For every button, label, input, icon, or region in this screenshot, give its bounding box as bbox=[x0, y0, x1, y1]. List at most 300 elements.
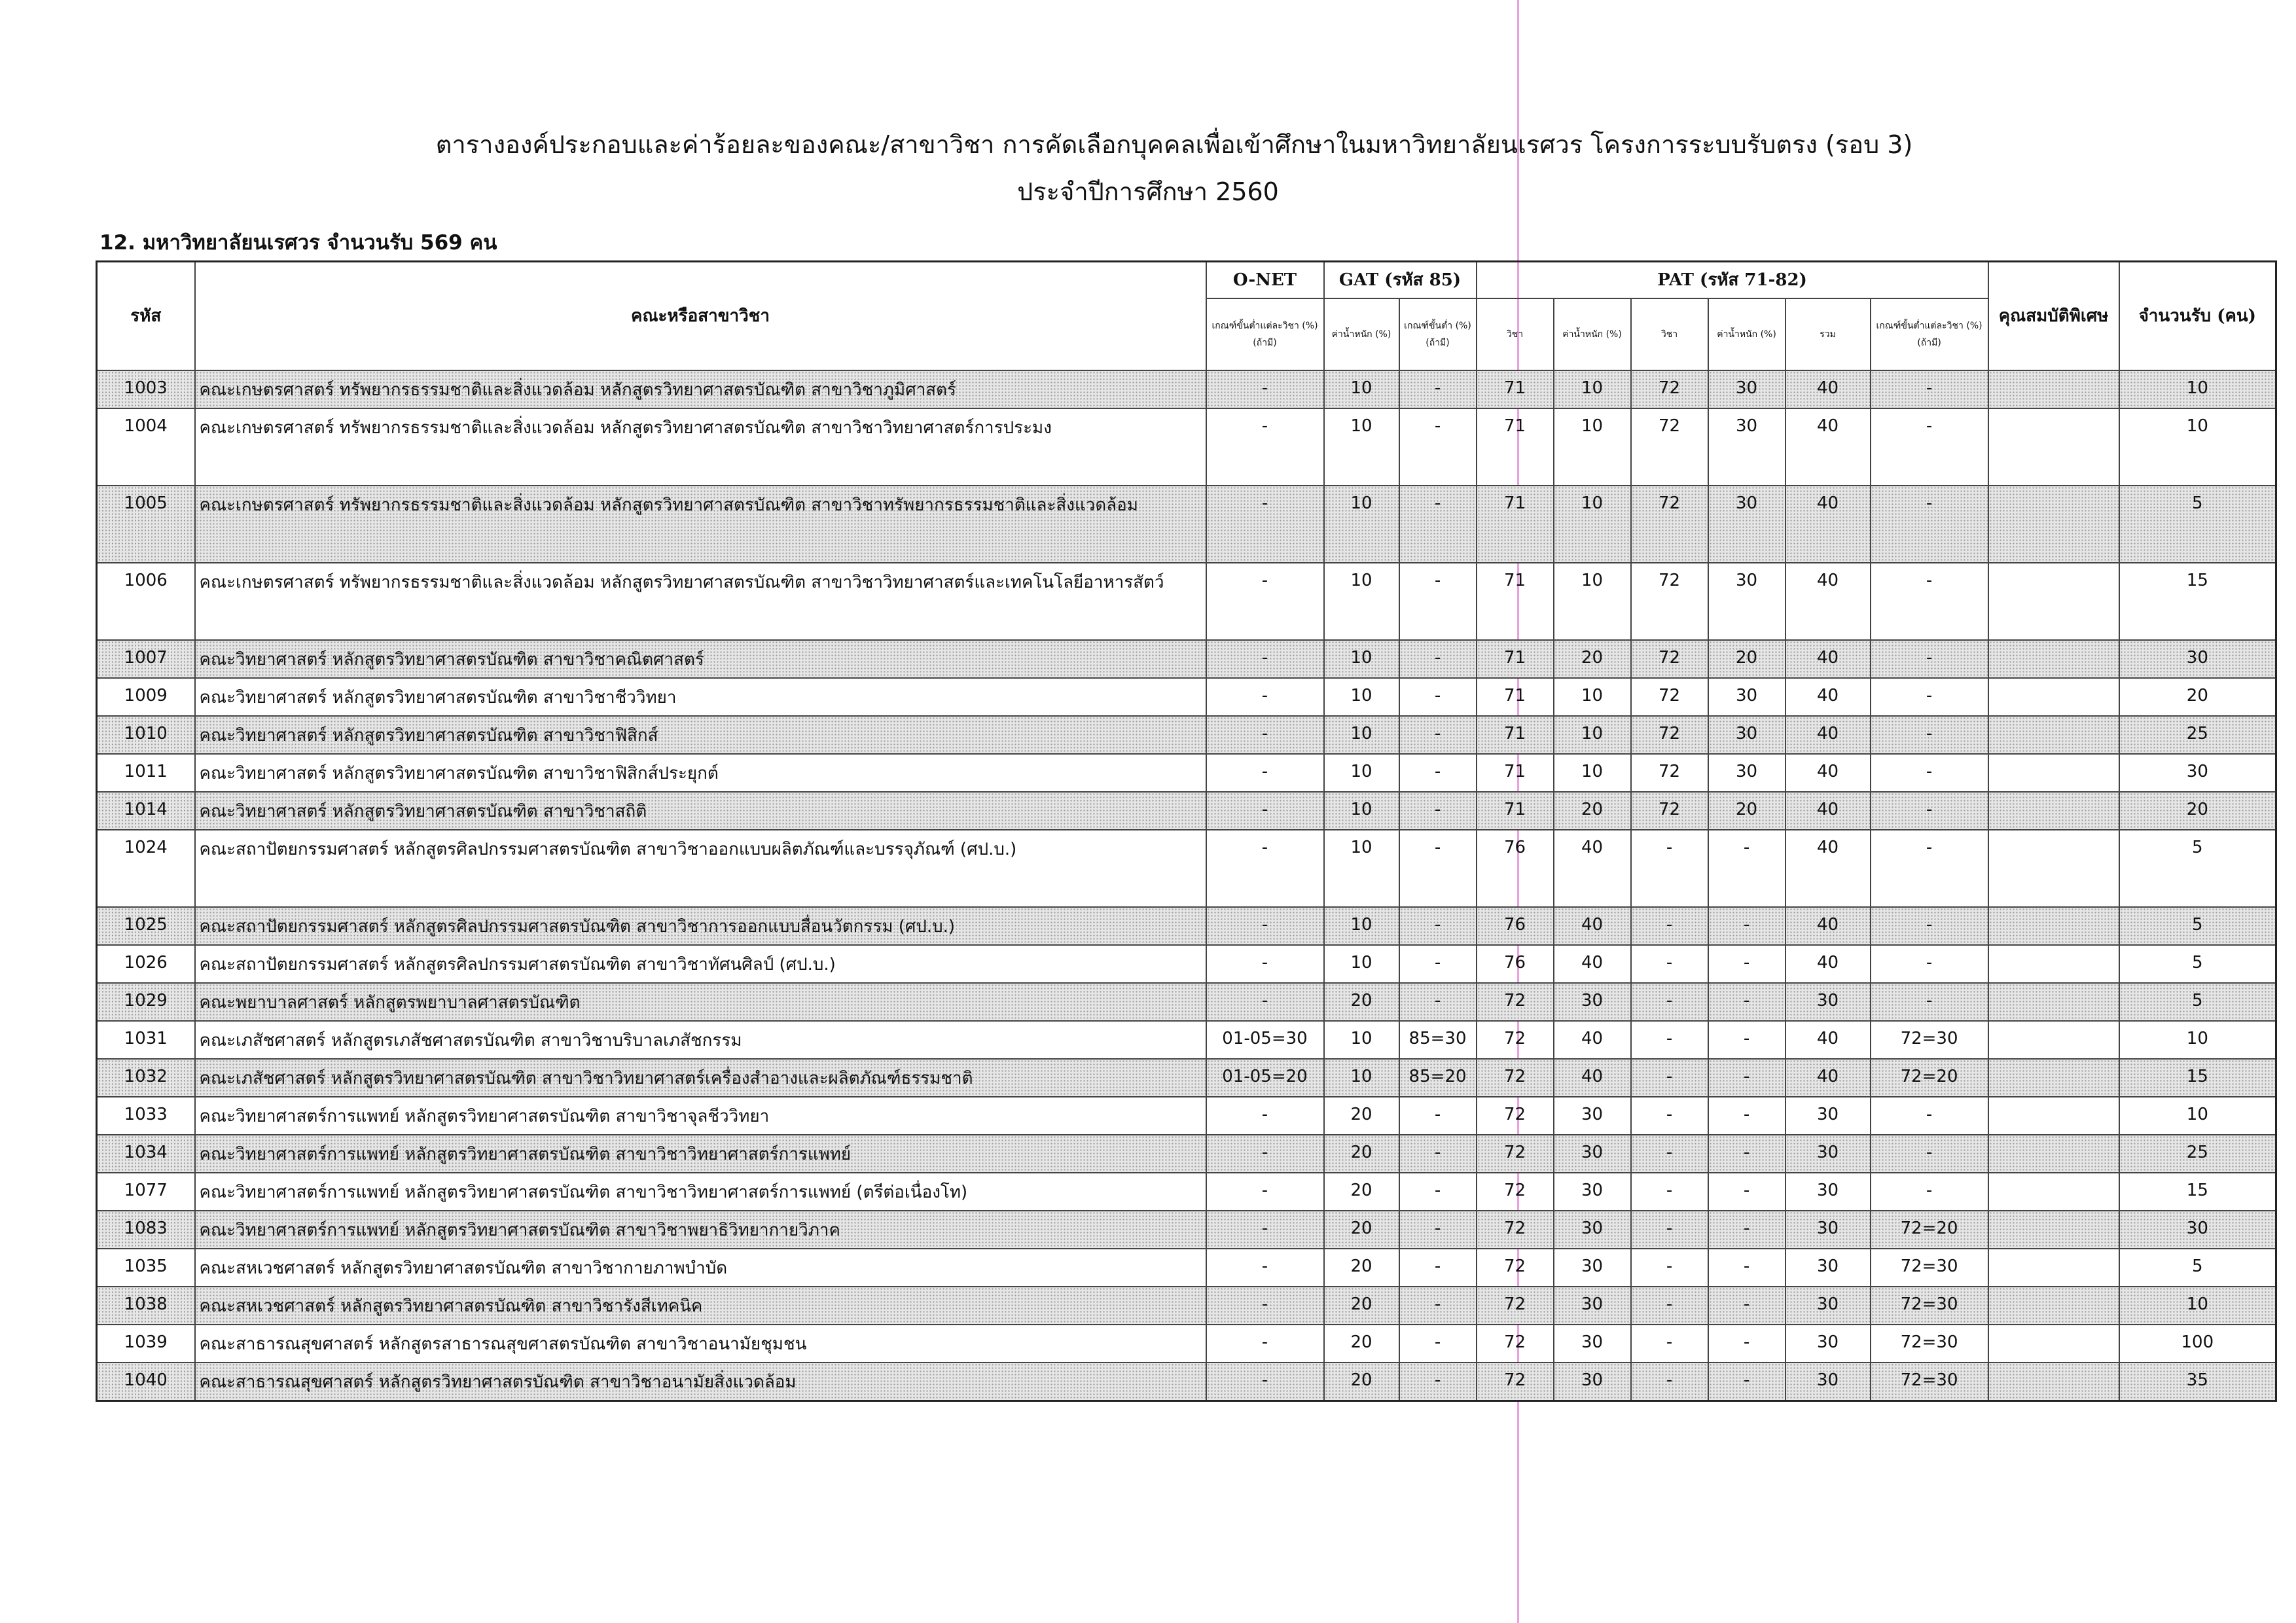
row-pat-total: 30 bbox=[1785, 1097, 1871, 1135]
row-pat-subject-1: 72 bbox=[1477, 1325, 1554, 1363]
header-seats: จำนวนรับ (คน) bbox=[2119, 262, 2276, 370]
row-gat-weight: 10 bbox=[1324, 640, 1399, 678]
row-code: 1003 bbox=[97, 370, 195, 408]
row-code: 1034 bbox=[97, 1135, 195, 1173]
row-pat-subject-2: 72 bbox=[1631, 640, 1708, 678]
row-seats: 10 bbox=[2119, 1287, 2276, 1325]
row-seats: 15 bbox=[2119, 1173, 2276, 1211]
table-row bbox=[97, 1059, 2276, 1097]
row-onet-min: - bbox=[1206, 1097, 1324, 1135]
row-pat-weight-2: - bbox=[1708, 945, 1785, 983]
row-gat-weight: 10 bbox=[1324, 792, 1399, 830]
row-code: 1031 bbox=[97, 1021, 195, 1059]
header-program: คณะหรือสาขาวิชา bbox=[195, 262, 1206, 370]
header-pat-total: รวม bbox=[1785, 298, 1871, 370]
row-code: 1035 bbox=[97, 1249, 195, 1287]
row-seats: 5 bbox=[2119, 830, 2276, 907]
row-pat-subject-1: 72 bbox=[1477, 1363, 1554, 1401]
row-pat-total: 40 bbox=[1785, 1059, 1871, 1097]
header-onet-min: เกณฑ์ขั้นต่ำแต่ละวิชา (%) (ถ้ามี) bbox=[1206, 298, 1324, 370]
row-pat-subject-2: 72 bbox=[1631, 563, 1708, 640]
row-pat-subject-2: - bbox=[1631, 907, 1708, 945]
row-pat-total: 30 bbox=[1785, 1249, 1871, 1287]
row-pat-weight-2: 20 bbox=[1708, 640, 1785, 678]
row-seats: 5 bbox=[2119, 486, 2276, 563]
row-code: 1010 bbox=[97, 716, 195, 754]
header-gat-min: เกณฑ์ขั้นต่ำ (%) (ถ้ามี) bbox=[1399, 298, 1477, 370]
row-seats: 5 bbox=[2119, 1249, 2276, 1287]
row-code: 1025 bbox=[97, 907, 195, 945]
row-gat-min: - bbox=[1399, 792, 1477, 830]
header-code: รหัส bbox=[97, 262, 195, 370]
row-code: 1024 bbox=[97, 830, 195, 907]
row-onet-min: - bbox=[1206, 1249, 1324, 1287]
row-pat-weight-2: - bbox=[1708, 1021, 1785, 1059]
row-gat-min: - bbox=[1399, 754, 1477, 792]
row-special bbox=[1988, 1211, 2119, 1249]
row-special bbox=[1988, 1173, 2119, 1211]
header-pat-min: เกณฑ์ขั้นต่ำแต่ละวิชา (%) (ถ้ามี) bbox=[1871, 298, 1988, 370]
header-pat-weight-1: ค่าน้ำหนัก (%) bbox=[1554, 298, 1631, 370]
row-gat-min: - bbox=[1399, 907, 1477, 945]
row-pat-subject-1: 72 bbox=[1477, 1135, 1554, 1173]
row-pat-subject-2: 72 bbox=[1631, 678, 1708, 716]
row-pat-weight-1: 10 bbox=[1554, 563, 1631, 640]
row-pat-weight-1: 40 bbox=[1554, 907, 1631, 945]
row-gat-weight: 20 bbox=[1324, 1249, 1399, 1287]
row-onet-min: - bbox=[1206, 1211, 1324, 1249]
row-seats: 20 bbox=[2119, 678, 2276, 716]
row-seats: 15 bbox=[2119, 563, 2276, 640]
row-pat-total: 40 bbox=[1785, 792, 1871, 830]
row-code: 1038 bbox=[97, 1287, 195, 1325]
row-pat-weight-1: 30 bbox=[1554, 1097, 1631, 1135]
row-onet-min: - bbox=[1206, 486, 1324, 563]
row-code: 1029 bbox=[97, 983, 195, 1021]
row-pat-weight-1: 30 bbox=[1554, 1363, 1631, 1401]
row-seats: 35 bbox=[2119, 1363, 2276, 1401]
row-pat-subject-2: - bbox=[1631, 1287, 1708, 1325]
row-pat-subject-1: 72 bbox=[1477, 1249, 1554, 1287]
row-gat-weight: 10 bbox=[1324, 486, 1399, 563]
row-pat-subject-1: 72 bbox=[1477, 1173, 1554, 1211]
row-code: 1077 bbox=[97, 1173, 195, 1211]
row-pat-weight-2: - bbox=[1708, 1363, 1785, 1401]
row-program-name: คณะสหเวชศาสตร์ หลักสูตรวิทยาศาสตรบัณฑิต สาขาวิชารังสีเทคนิค bbox=[195, 1287, 1206, 1325]
row-pat-subject-2: - bbox=[1631, 1021, 1708, 1059]
row-pat-weight-1: 20 bbox=[1554, 640, 1631, 678]
row-pat-weight-1: 40 bbox=[1554, 830, 1631, 907]
row-pat-weight-1: 10 bbox=[1554, 754, 1631, 792]
row-onet-min: - bbox=[1206, 1173, 1324, 1211]
row-pat-subject-1: 71 bbox=[1477, 716, 1554, 754]
row-pat-subject-2: - bbox=[1631, 1211, 1708, 1249]
row-gat-min: - bbox=[1399, 408, 1477, 486]
row-special bbox=[1988, 1325, 2119, 1363]
row-pat-total: 40 bbox=[1785, 563, 1871, 640]
row-program-name: คณะสถาปัตยกรรมศาสตร์ หลักสูตรศิลปกรรมศาสตรบัณฑิต สาขาวิชาการออกแบบสื่อนวัตกรรม (ศป.บ.) bbox=[195, 907, 1206, 945]
row-pat-weight-1: 40 bbox=[1554, 1059, 1631, 1097]
row-pat-total: 40 bbox=[1785, 716, 1871, 754]
admission-table bbox=[96, 260, 2277, 1402]
row-pat-subject-1: 76 bbox=[1477, 945, 1554, 983]
table-row bbox=[97, 754, 2276, 792]
row-special bbox=[1988, 408, 2119, 486]
row-pat-subject-1: 76 bbox=[1477, 830, 1554, 907]
row-pat-subject-1: 71 bbox=[1477, 408, 1554, 486]
row-gat-min: - bbox=[1399, 830, 1477, 907]
row-gat-weight: 20 bbox=[1324, 1135, 1399, 1173]
row-special bbox=[1988, 945, 2119, 983]
row-onet-min: - bbox=[1206, 1135, 1324, 1173]
row-pat-subject-2: 72 bbox=[1631, 716, 1708, 754]
row-pat-min: 72=30 bbox=[1871, 1021, 1988, 1059]
row-program-name: คณะเกษตรศาสตร์ ทรัพยากรธรรมชาติและสิ่งแวดล้อม หลักสูตรวิทยาศาสตรบัณฑิต สาขาวิชาภูมิศาสตร์ bbox=[195, 370, 1206, 408]
row-gat-min: - bbox=[1399, 1363, 1477, 1401]
row-pat-subject-2: - bbox=[1631, 1135, 1708, 1173]
row-pat-subject-1: 71 bbox=[1477, 678, 1554, 716]
row-pat-total: 40 bbox=[1785, 1021, 1871, 1059]
row-gat-min: - bbox=[1399, 640, 1477, 678]
row-seats: 10 bbox=[2119, 1097, 2276, 1135]
row-pat-weight-2: - bbox=[1708, 907, 1785, 945]
row-pat-subject-2: - bbox=[1631, 1249, 1708, 1287]
table-row bbox=[97, 1173, 2276, 1211]
row-pat-weight-2: 30 bbox=[1708, 678, 1785, 716]
row-gat-weight: 20 bbox=[1324, 1097, 1399, 1135]
row-gat-min: - bbox=[1399, 486, 1477, 563]
row-pat-min: - bbox=[1871, 370, 1988, 408]
row-pat-subject-2: 72 bbox=[1631, 486, 1708, 563]
row-onet-min: - bbox=[1206, 907, 1324, 945]
row-pat-weight-1: 30 bbox=[1554, 983, 1631, 1021]
row-gat-min: - bbox=[1399, 983, 1477, 1021]
row-onet-min: - bbox=[1206, 716, 1324, 754]
row-pat-subject-2: - bbox=[1631, 830, 1708, 907]
row-code: 1005 bbox=[97, 486, 195, 563]
row-pat-weight-2: 30 bbox=[1708, 486, 1785, 563]
row-special bbox=[1988, 678, 2119, 716]
row-pat-min: - bbox=[1871, 907, 1988, 945]
row-onet-min: - bbox=[1206, 945, 1324, 983]
table-row bbox=[97, 1135, 2276, 1173]
row-gat-min: - bbox=[1399, 563, 1477, 640]
header-gat-weight: ค่าน้ำหนัก (%) bbox=[1324, 298, 1399, 370]
university-subtitle: 12. มหาวิทยาลัยนเรศวร จำนวนรับ 569 คน bbox=[99, 231, 497, 255]
row-pat-min: 72=30 bbox=[1871, 1363, 1988, 1401]
row-gat-min: - bbox=[1399, 1249, 1477, 1287]
row-pat-total: 40 bbox=[1785, 907, 1871, 945]
row-seats: 30 bbox=[2119, 1211, 2276, 1249]
row-program-name: คณะสาธารณสุขศาสตร์ หลักสูตรวิทยาศาสตรบัณฑิต สาขาวิชาอนามัยสิ่งแวดล้อม bbox=[195, 1363, 1206, 1401]
row-seats: 10 bbox=[2119, 1021, 2276, 1059]
row-pat-min: - bbox=[1871, 716, 1988, 754]
row-pat-subject-1: 71 bbox=[1477, 640, 1554, 678]
row-special bbox=[1988, 1059, 2119, 1097]
row-special bbox=[1988, 1363, 2119, 1401]
row-seats: 25 bbox=[2119, 1135, 2276, 1173]
table-row bbox=[97, 1363, 2276, 1401]
row-pat-weight-1: 10 bbox=[1554, 486, 1631, 563]
row-special bbox=[1988, 563, 2119, 640]
row-gat-weight: 10 bbox=[1324, 945, 1399, 983]
row-pat-total: 40 bbox=[1785, 640, 1871, 678]
row-pat-min: - bbox=[1871, 1173, 1988, 1211]
row-pat-min: - bbox=[1871, 945, 1988, 983]
row-program-name: คณะวิทยาศาสตร์ หลักสูตรวิทยาศาสตรบัณฑิต สาขาวิชาฟิสิกส์ประยุกต์ bbox=[195, 754, 1206, 792]
row-pat-subject-1: 71 bbox=[1477, 754, 1554, 792]
row-program-name: คณะเภสัชศาสตร์ หลักสูตรวิทยาศาสตรบัณฑิต สาขาวิชาวิทยาศาสตร์เครื่องสำอางและผลิตภัณฑ์ธรรมชาติ bbox=[195, 1059, 1206, 1097]
row-pat-weight-1: 30 bbox=[1554, 1287, 1631, 1325]
row-onet-min: - bbox=[1206, 754, 1324, 792]
row-special bbox=[1988, 1287, 2119, 1325]
row-program-name: คณะสาธารณสุขศาสตร์ หลักสูตรสาธารณสุขศาสตรบัณฑิต สาขาวิชาอนามัยชุมชน bbox=[195, 1325, 1206, 1363]
table-row bbox=[97, 640, 2276, 678]
row-pat-weight-1: 10 bbox=[1554, 408, 1631, 486]
row-onet-min: - bbox=[1206, 983, 1324, 1021]
row-pat-weight-2: - bbox=[1708, 830, 1785, 907]
row-pat-subject-2: - bbox=[1631, 1173, 1708, 1211]
row-gat-min: - bbox=[1399, 1325, 1477, 1363]
row-pat-subject-1: 72 bbox=[1477, 1097, 1554, 1135]
row-gat-weight: 20 bbox=[1324, 1211, 1399, 1249]
row-program-name: คณะสถาปัตยกรรมศาสตร์ หลักสูตรศิลปกรรมศาสตรบัณฑิต สาขาวิชาทัศนศิลป์ (ศป.บ.) bbox=[195, 945, 1206, 983]
table-row bbox=[97, 830, 2276, 907]
table-row bbox=[97, 1211, 2276, 1249]
row-special bbox=[1988, 1097, 2119, 1135]
header-gat: GAT (รหัส 85) bbox=[1324, 262, 1477, 298]
row-program-name: คณะวิทยาศาสตร์การแพทย์ หลักสูตรวิทยาศาสตรบัณฑิต สาขาวิชาพยาธิวิทยากายวิภาค bbox=[195, 1211, 1206, 1249]
row-gat-weight: 20 bbox=[1324, 1287, 1399, 1325]
table-body bbox=[97, 370, 2276, 1401]
row-program-name: คณะวิทยาศาสตร์การแพทย์ หลักสูตรวิทยาศาสตรบัณฑิต สาขาวิชาจุลชีววิทยา bbox=[195, 1097, 1206, 1135]
row-pat-subject-1: 72 bbox=[1477, 983, 1554, 1021]
row-pat-weight-2: - bbox=[1708, 1287, 1785, 1325]
row-pat-weight-1: 30 bbox=[1554, 1249, 1631, 1287]
row-pat-min: 72=20 bbox=[1871, 1211, 1988, 1249]
row-gat-weight: 10 bbox=[1324, 408, 1399, 486]
row-gat-min: - bbox=[1399, 716, 1477, 754]
row-gat-min: - bbox=[1399, 1287, 1477, 1325]
row-special bbox=[1988, 1135, 2119, 1173]
row-pat-subject-2: 72 bbox=[1631, 792, 1708, 830]
row-pat-weight-2: - bbox=[1708, 1135, 1785, 1173]
page-title: ตารางองค์ประกอบและค่าร้อยละของคณะ/สาขาวิชา การคัดเลือกบุคคลเพื่อเข้าศึกษาในมหาวิทยาลัยนเรศวร โครงการระบบรับตรง (รอบ 3) bbox=[435, 130, 1913, 159]
row-special bbox=[1988, 370, 2119, 408]
table-row bbox=[97, 1021, 2276, 1059]
row-program-name: คณะสหเวชศาสตร์ หลักสูตรวิทยาศาสตรบัณฑิต สาขาวิชากายภาพบำบัด bbox=[195, 1249, 1206, 1287]
row-pat-weight-1: 10 bbox=[1554, 678, 1631, 716]
row-pat-min: 72=30 bbox=[1871, 1249, 1988, 1287]
row-gat-weight: 10 bbox=[1324, 754, 1399, 792]
row-pat-weight-2: - bbox=[1708, 983, 1785, 1021]
row-pat-min: - bbox=[1871, 640, 1988, 678]
row-pat-weight-1: 10 bbox=[1554, 716, 1631, 754]
row-code: 1006 bbox=[97, 563, 195, 640]
row-pat-weight-2: 30 bbox=[1708, 754, 1785, 792]
row-pat-subject-1: 72 bbox=[1477, 1021, 1554, 1059]
row-pat-subject-2: - bbox=[1631, 983, 1708, 1021]
row-gat-weight: 10 bbox=[1324, 1059, 1399, 1097]
row-special bbox=[1988, 983, 2119, 1021]
row-pat-min: 72=20 bbox=[1871, 1059, 1988, 1097]
row-code: 1007 bbox=[97, 640, 195, 678]
row-pat-subject-1: 76 bbox=[1477, 907, 1554, 945]
table-row bbox=[97, 1249, 2276, 1287]
row-pat-weight-2: 30 bbox=[1708, 408, 1785, 486]
row-pat-min: - bbox=[1871, 1097, 1988, 1135]
row-gat-min: - bbox=[1399, 945, 1477, 983]
row-gat-weight: 10 bbox=[1324, 907, 1399, 945]
row-pat-total: 40 bbox=[1785, 830, 1871, 907]
header-onet: O-NET bbox=[1206, 262, 1324, 298]
row-pat-subject-2: - bbox=[1631, 1059, 1708, 1097]
row-gat-min: - bbox=[1399, 1173, 1477, 1211]
table-row bbox=[97, 1097, 2276, 1135]
row-pat-weight-2: - bbox=[1708, 1059, 1785, 1097]
row-program-name: คณะเกษตรศาสตร์ ทรัพยากรธรรมชาติและสิ่งแวดล้อม หลักสูตรวิทยาศาสตรบัณฑิต สาขาวิชาทรัพยากรธรรมชาติและสิ่งแวดล้อม bbox=[195, 486, 1206, 563]
row-onet-min: - bbox=[1206, 792, 1324, 830]
table-row bbox=[97, 716, 2276, 754]
row-seats: 15 bbox=[2119, 1059, 2276, 1097]
row-pat-weight-2: - bbox=[1708, 1211, 1785, 1249]
row-pat-subject-2: - bbox=[1631, 945, 1708, 983]
row-gat-min: 85=30 bbox=[1399, 1021, 1477, 1059]
row-seats: 30 bbox=[2119, 754, 2276, 792]
row-pat-weight-1: 10 bbox=[1554, 370, 1631, 408]
row-pat-subject-2: 72 bbox=[1631, 370, 1708, 408]
row-code: 1014 bbox=[97, 792, 195, 830]
row-gat-min: - bbox=[1399, 370, 1477, 408]
row-onet-min: - bbox=[1206, 1325, 1324, 1363]
header-pat-weight-2: ค่าน้ำหนัก (%) bbox=[1708, 298, 1785, 370]
row-special bbox=[1988, 1021, 2119, 1059]
row-pat-weight-2: 30 bbox=[1708, 370, 1785, 408]
table-row bbox=[97, 907, 2276, 945]
table-row bbox=[97, 792, 2276, 830]
row-pat-subject-1: 71 bbox=[1477, 370, 1554, 408]
table-row bbox=[97, 1325, 2276, 1363]
row-onet-min: - bbox=[1206, 563, 1324, 640]
row-gat-min: - bbox=[1399, 678, 1477, 716]
row-onet-min: - bbox=[1206, 830, 1324, 907]
row-pat-total: 40 bbox=[1785, 678, 1871, 716]
row-program-name: คณะเกษตรศาสตร์ ทรัพยากรธรรมชาติและสิ่งแวดล้อม หลักสูตรวิทยาศาสตรบัณฑิต สาขาวิชาวิทยาศาสตร์และเทคโนโลยีอาหารสัตว์ bbox=[195, 563, 1206, 640]
row-pat-weight-2: 30 bbox=[1708, 716, 1785, 754]
row-special bbox=[1988, 1249, 2119, 1287]
row-program-name: คณะพยาบาลศาสตร์ หลักสูตรพยาบาลศาสตรบัณฑิต bbox=[195, 983, 1206, 1021]
row-seats: 5 bbox=[2119, 983, 2276, 1021]
row-code: 1039 bbox=[97, 1325, 195, 1363]
row-special bbox=[1988, 830, 2119, 907]
row-onet-min: - bbox=[1206, 640, 1324, 678]
row-onet-min: - bbox=[1206, 370, 1324, 408]
row-pat-total: 40 bbox=[1785, 408, 1871, 486]
row-pat-subject-2: 72 bbox=[1631, 754, 1708, 792]
row-program-name: คณะวิทยาศาสตร์การแพทย์ หลักสูตรวิทยาศาสตรบัณฑิต สาขาวิชาวิทยาศาสตร์การแพทย์ bbox=[195, 1135, 1206, 1173]
row-pat-total: 40 bbox=[1785, 754, 1871, 792]
row-pat-min: - bbox=[1871, 830, 1988, 907]
row-pat-min: - bbox=[1871, 1135, 1988, 1173]
row-pat-min: - bbox=[1871, 408, 1988, 486]
row-special bbox=[1988, 907, 2119, 945]
row-code: 1083 bbox=[97, 1211, 195, 1249]
row-onet-min: - bbox=[1206, 1363, 1324, 1401]
row-code: 1011 bbox=[97, 754, 195, 792]
row-pat-total: 30 bbox=[1785, 1211, 1871, 1249]
row-seats: 30 bbox=[2119, 640, 2276, 678]
row-code: 1009 bbox=[97, 678, 195, 716]
row-pat-total: 30 bbox=[1785, 1287, 1871, 1325]
row-special bbox=[1988, 486, 2119, 563]
row-pat-weight-2: - bbox=[1708, 1097, 1785, 1135]
row-program-name: คณะสถาปัตยกรรมศาสตร์ หลักสูตรศิลปกรรมศาสตรบัณฑิต สาขาวิชาออกแบบผลิตภัณฑ์และบรรจุภัณฑ์ (ศป.บ.) bbox=[195, 830, 1206, 907]
row-pat-weight-1: 30 bbox=[1554, 1173, 1631, 1211]
row-seats: 20 bbox=[2119, 792, 2276, 830]
row-onet-min: 01-05=20 bbox=[1206, 1059, 1324, 1097]
row-pat-weight-2: 30 bbox=[1708, 563, 1785, 640]
row-program-name: คณะวิทยาศาสตร์ หลักสูตรวิทยาศาสตรบัณฑิต สาขาวิชาชีววิทยา bbox=[195, 678, 1206, 716]
row-pat-subject-1: 71 bbox=[1477, 563, 1554, 640]
row-onet-min: 01-05=30 bbox=[1206, 1021, 1324, 1059]
table-row bbox=[97, 563, 2276, 640]
row-pat-total: 30 bbox=[1785, 1135, 1871, 1173]
row-pat-weight-1: 40 bbox=[1554, 945, 1631, 983]
row-pat-subject-1: 71 bbox=[1477, 486, 1554, 563]
header-pat: PAT (รหัส 71-82) bbox=[1477, 262, 1988, 298]
row-code: 1033 bbox=[97, 1097, 195, 1135]
row-pat-total: 30 bbox=[1785, 1173, 1871, 1211]
row-seats: 5 bbox=[2119, 945, 2276, 983]
table-row bbox=[97, 1287, 2276, 1325]
row-gat-weight: 20 bbox=[1324, 1325, 1399, 1363]
row-special bbox=[1988, 716, 2119, 754]
row-code: 1004 bbox=[97, 408, 195, 486]
row-pat-subject-2: 72 bbox=[1631, 408, 1708, 486]
table-row bbox=[97, 486, 2276, 563]
row-gat-min: - bbox=[1399, 1211, 1477, 1249]
row-pat-weight-1: 20 bbox=[1554, 792, 1631, 830]
row-pat-subject-1: 72 bbox=[1477, 1287, 1554, 1325]
row-pat-min: - bbox=[1871, 563, 1988, 640]
row-seats: 10 bbox=[2119, 408, 2276, 486]
row-gat-weight: 10 bbox=[1324, 370, 1399, 408]
row-program-name: คณะเกษตรศาสตร์ ทรัพยากรธรรมชาติและสิ่งแวดล้อม หลักสูตรวิทยาศาสตรบัณฑิต สาขาวิชาวิทยาศาสตร์การประมง bbox=[195, 408, 1206, 486]
row-program-name: คณะเภสัชศาสตร์ หลักสูตรเภสัชศาสตรบัณฑิต สาขาวิชาบริบาลเภสัชกรรม bbox=[195, 1021, 1206, 1059]
table-row bbox=[97, 983, 2276, 1021]
row-pat-total: 40 bbox=[1785, 945, 1871, 983]
row-pat-total: 40 bbox=[1785, 370, 1871, 408]
row-code: 1040 bbox=[97, 1363, 195, 1401]
row-pat-total: 40 bbox=[1785, 486, 1871, 563]
table-row bbox=[97, 408, 2276, 486]
row-pat-weight-1: 40 bbox=[1554, 1021, 1631, 1059]
row-pat-subject-1: 71 bbox=[1477, 792, 1554, 830]
row-gat-min: - bbox=[1399, 1097, 1477, 1135]
row-pat-total: 30 bbox=[1785, 1363, 1871, 1401]
row-pat-weight-1: 30 bbox=[1554, 1211, 1631, 1249]
row-pat-weight-1: 30 bbox=[1554, 1325, 1631, 1363]
row-pat-weight-2: - bbox=[1708, 1249, 1785, 1287]
row-onet-min: - bbox=[1206, 678, 1324, 716]
row-pat-total: 30 bbox=[1785, 1325, 1871, 1363]
row-seats: 10 bbox=[2119, 370, 2276, 408]
row-pat-total: 30 bbox=[1785, 983, 1871, 1021]
row-pat-min: 72=30 bbox=[1871, 1325, 1988, 1363]
row-gat-min: 85=20 bbox=[1399, 1059, 1477, 1097]
row-gat-weight: 20 bbox=[1324, 1173, 1399, 1211]
row-pat-weight-2: - bbox=[1708, 1173, 1785, 1211]
